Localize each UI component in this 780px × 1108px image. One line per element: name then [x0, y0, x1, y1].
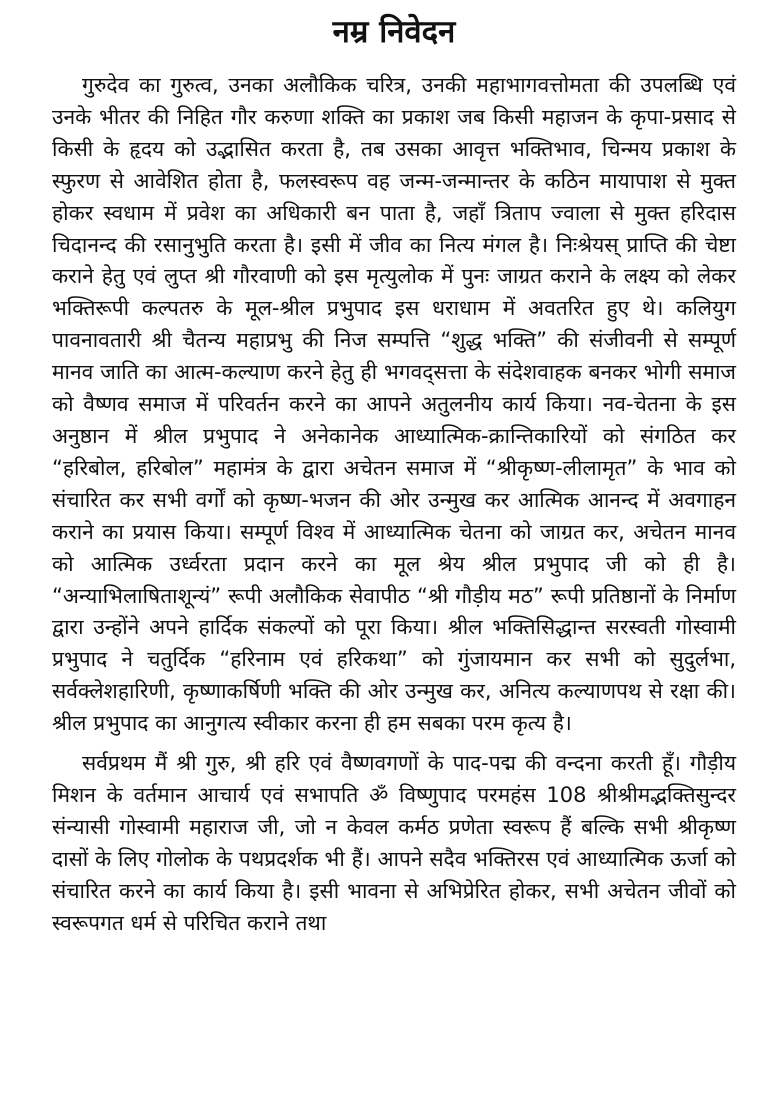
- paragraph-2: सर्वप्रथम मैं श्री गुरु, श्री हरि एवं वैष्णवगणों के पाद-पद्म की वन्दना करती हूँ। गौड़ीय मिशन के वर्तमान आचार्य एवं सभापति ॐ विष्णुपाद परमहंस 108 श्रीश्रीमद्भक्तिसुन्दर संन्यासी गोस्वामी महाराज जी, जो न केवल कर्मठ प्रणेता स्वरूप हैं बल्कि सभी श्रीकृष्ण दासों के लिए गोलोक के पथप्रदर्शक भी हैं। आपने सदैव भक्तिरस एवं आध्यात्मिक ऊर्जा को संचारित करने का कार्य किया है। इसी भावना से अभिप्रेरित होकर, सभी अचेतन जीवों को स्वरूपगत धर्म से परिचित कराने तथा: [52, 751, 736, 935]
- paragraph-1: गुरुदेव का गुरुत्व, उनका अलौकिक चरित्र, उनकी महाभागवत्तोमता की उपलब्धि एवं उनके भीतर की निहित गौर करुणा शक्ति का प्रकाश जब किसी महाजन के कृपा-प्रसाद से किसी के हृदय को उद्भासित करता है, तब उसका आवृत्त भक्तिभाव, चिन्मय प्रकाश के स्फुरण से आवेशित होता है, फलस्वरूप वह जन्म-जन्मान्तर के कठिन मायापाश से मुक्त होकर स्वधाम में प्रवेश का अधिकारी बन पाता है, जहाँ त्रिताप ज्वाला से मुक्त हरिदास चिदानन्द की रसानुभुति करता है। इसी में जीव का नित्य मंगल है। निःश्रेयस् प्राप्ति की चेष्टा कराने हेतु एवं लुप्त श्री गौरवाणी को इस मृत्युलोक में पुनः जाग्रत कराने के लक्ष्य को लेकर भक्तिरूपी कल्पतरु के मूल-श्रील प्रभुपाद इस धराधाम में अवतरित हुए थे। कलियुग पावनावतारी श्री चैतन्य महाप्रभु की निज सम्पत्ति “शुद्ध भक्ति” की संजीवनी से सम्पूर्ण मानव जाति का आत्म-कल्याण करने हेतु ही भगवद्सत्ता के संदेशवाहक बनकर भोगी समाज को वैष्णव समाज में परिवर्तन करने का आपने अतुलनीय कार्य किया। नव-चेतना के इस अनुष्ठान में श्रील प्रभुपाद ने अनेकानेक आध्यात्मिक-क्रान्तिकारियों को संगठित कर “हरिबोल, हरिबोल” महामंत्र के द्वारा अचेतन समाज में “श्रीकृष्ण-लीलामृत” के भाव को संचारित कर सभी वर्गों को कृष्ण-भजन की ओर उन्मुख कर आत्मिक आनन्द में अवगाहन कराने का प्रयास किया। सम्पूर्ण विश्व में आध्यात्मिक चेतना को जाग्रत कर, अचेतन मानव को आत्मिक उर्ध्वरता प्रदान करने का मूल श्रेय श्रील प्रभुपाद जी को ही है। “अन्याभिलाषिताशून्यं” रूपी अलौकिक सेवापीठ “श्री गौड़ीय मठ” रूपी प्रतिष्ठानों के निर्माण द्वारा उन्होंने अपने हार्दिक संकल्पों को पूरा किया। श्रील भक्तिसिद्धान्त सरस्वती गोस्वामी प्रभुपाद ने चतुर्दिक “हरिनाम एवं हरिकथा” को गुंजायमान कर सभी को सुदुर्लभा, सर्वक्लेशहारिणी, कृष्णाकर्षिणी भक्ति की ओर उन्मुख कर, अनित्य कल्याणपथ से रक्षा की। श्रील प्रभुपाद का आनुगत्य स्वीकार करना ही हम सबका परम कृत्य है।: [52, 73, 736, 736]
- page-title: नम्र निवेदन: [332, 14, 456, 50]
